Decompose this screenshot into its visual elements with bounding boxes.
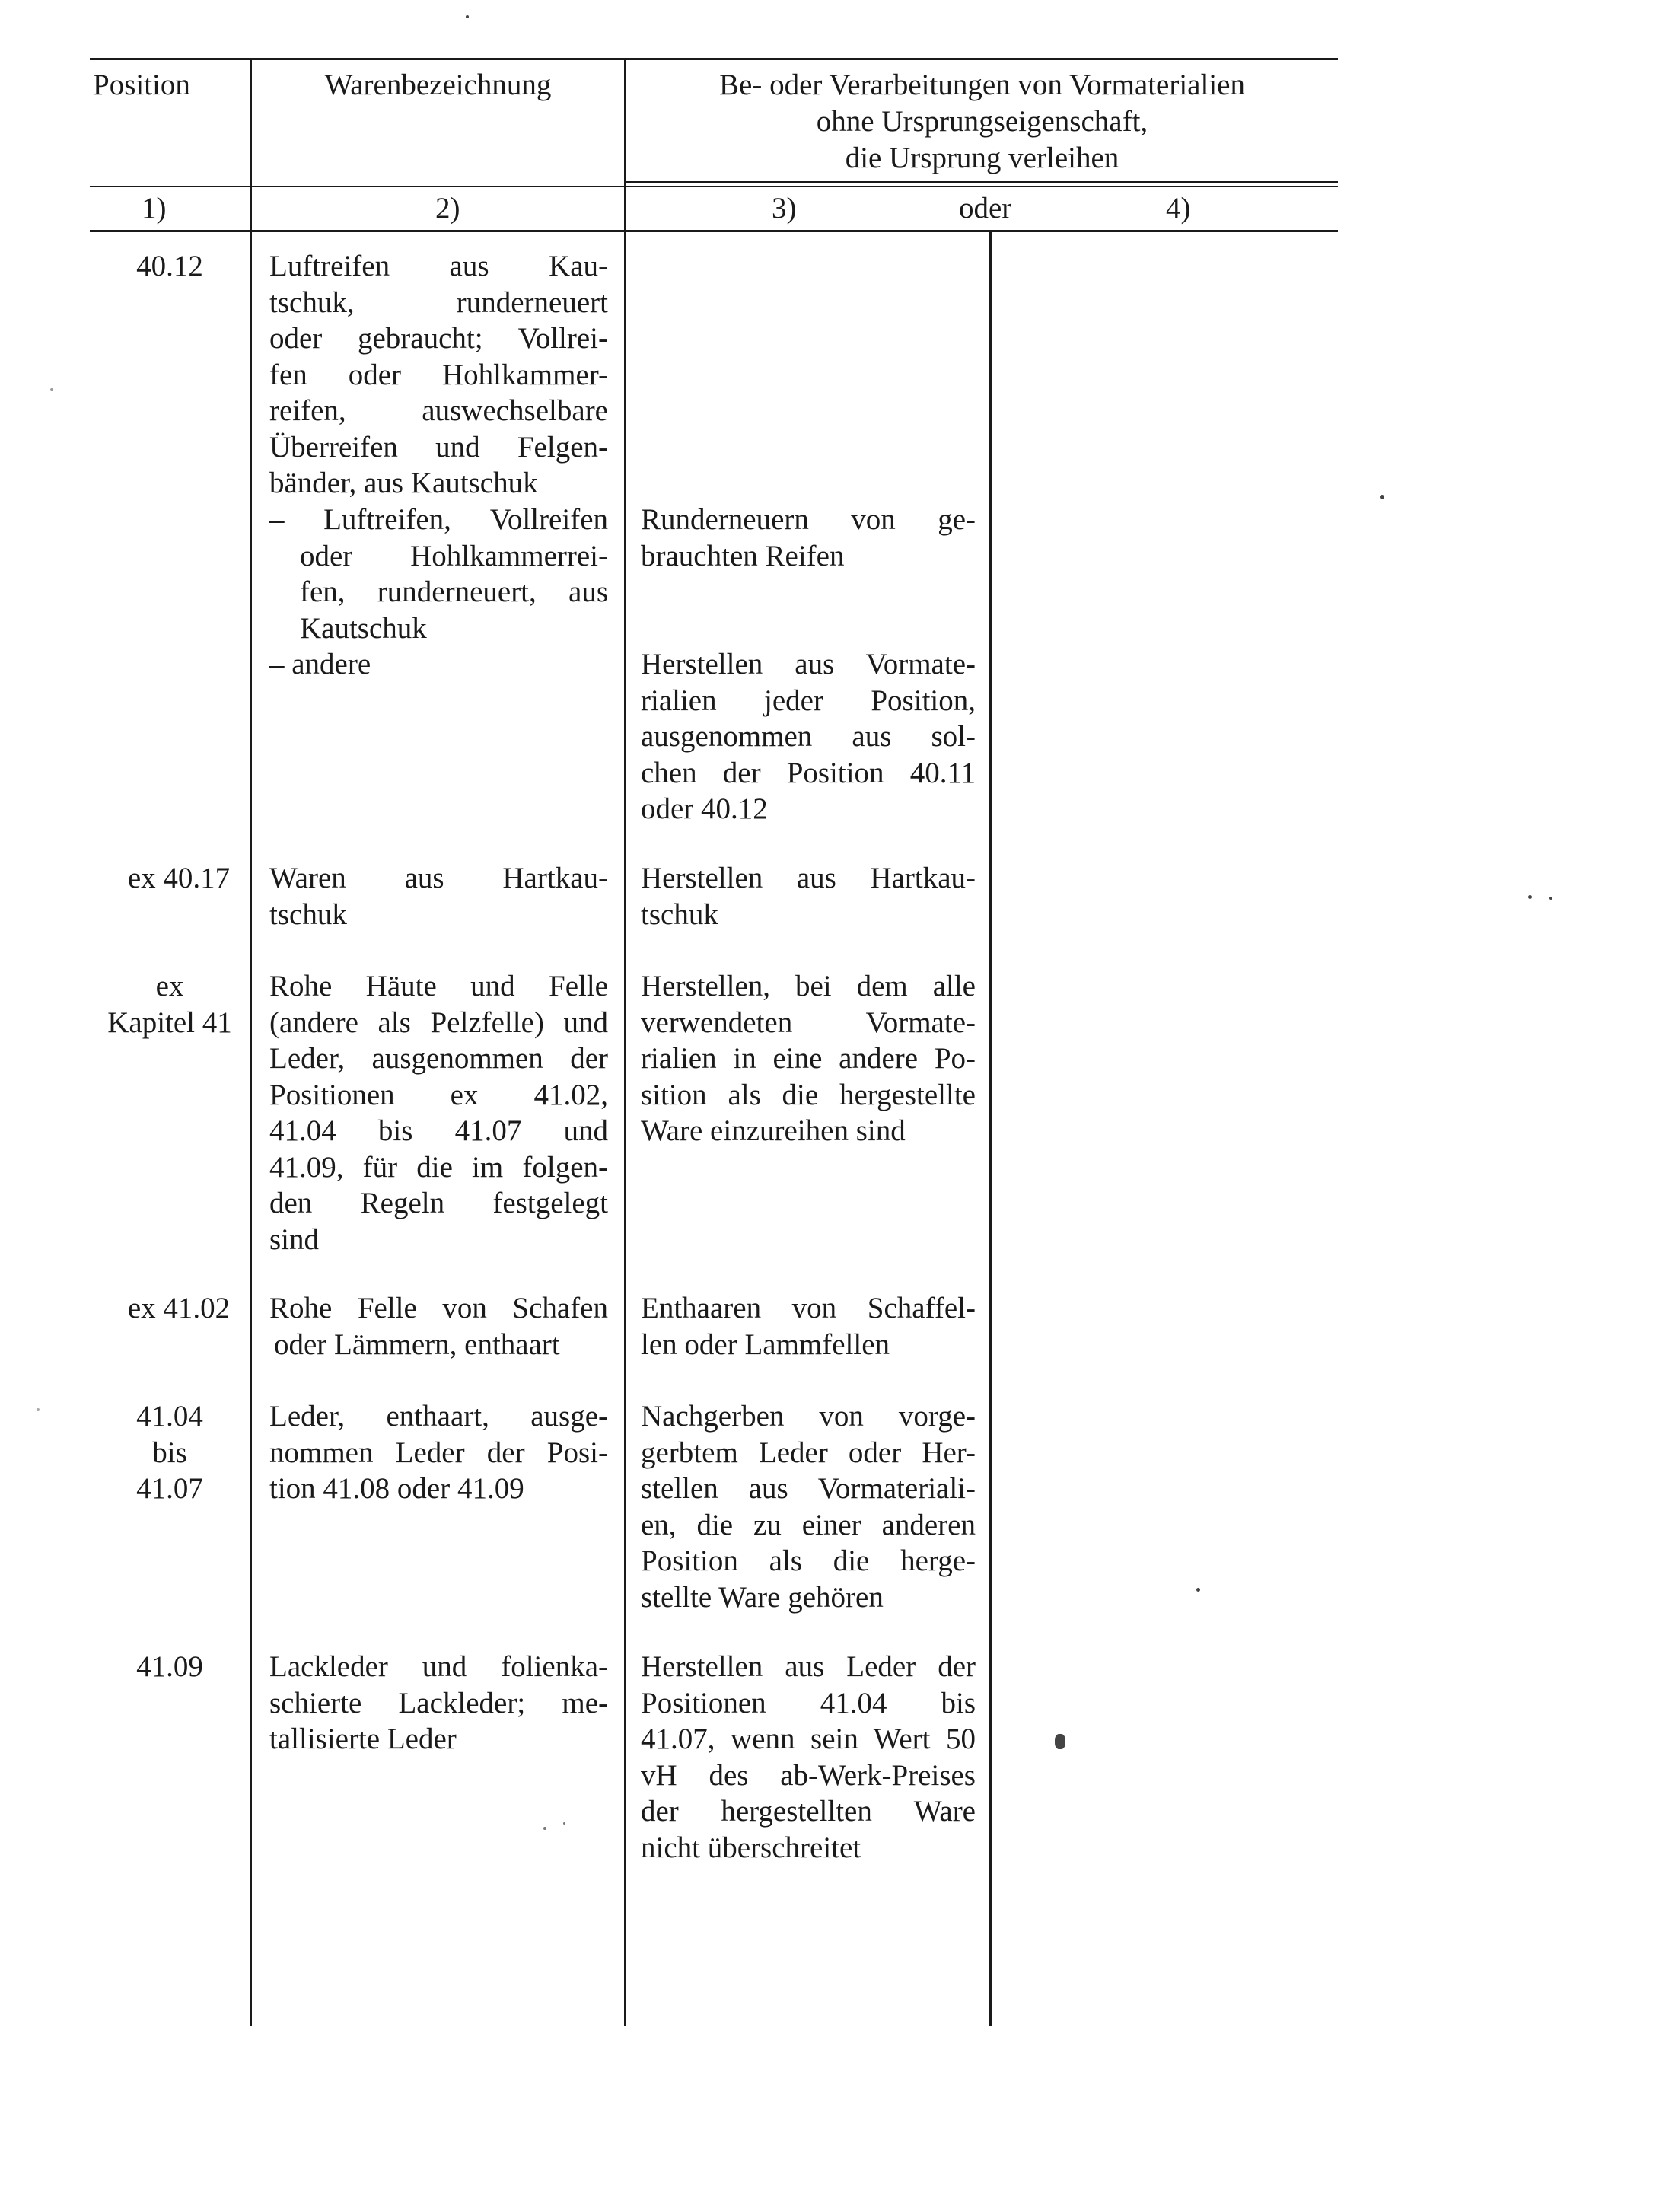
header-processing-line-2: ohne Ursprungseigenschaft, — [816, 105, 1148, 138]
scan-speck — [1528, 895, 1532, 899]
header-bottom-rule — [90, 230, 1338, 232]
sub-description: – andere — [269, 648, 371, 680]
scan-speck — [1196, 1588, 1200, 1592]
scan-speck — [563, 1822, 565, 1825]
sub-processing: Herstellen aus Vormate- rialien jeder Position, ausgenommen aus sol- chen der Position 40.11 oder 40.12 — [641, 648, 976, 825]
row-position: ex 41.02 — [127, 1292, 231, 1324]
col34-header-rule — [624, 181, 1338, 183]
row-processing: Herstellen aus Hartkau- tschuk — [641, 862, 976, 931]
row-description: Rohe Felle von Schafen oder Lämmern, enthaart — [269, 1292, 608, 1361]
scan-speck — [1055, 1734, 1065, 1749]
header-mid-rule — [90, 186, 1338, 187]
sub-description: – Luftreifen, Vollreifen oder Hohlkammerrei- fen, runderneuert, aus Kautschuk — [269, 503, 608, 645]
scan-speck — [1549, 897, 1552, 900]
header-num-4: 4) — [1166, 192, 1191, 225]
row-position: ex Kapitel 41 — [107, 970, 232, 1039]
row-processing: Nachgerben von vorge- gerbtem Leder oder Her- stellen aus Vormateriali- en, die zu einer anderen Position als die herge- stellte Ware gehören — [641, 1400, 976, 1614]
scan-speck — [543, 1827, 546, 1830]
row-processing: Herstellen, bei dem alle verwendeten Vormate- rialien in eine andere Po- sition als die hergestellte Ware einzureihen sind — [641, 970, 976, 1147]
sub-processing: Runderneuern von ge- brauchten Reifen — [641, 503, 976, 572]
col2-col3-divider — [624, 58, 626, 2026]
col3-col4-divider — [989, 232, 992, 2026]
header-processing-line-1: Be- oder Verarbeitungen von Vormaterialien — [719, 69, 1245, 101]
row-description: Luftreifen aus Kau- tschuk, runderneuert oder gebraucht; Vollrei- fen oder Hohlkammer- reifen, auswechselbare Überreifen und Felgen- bänder, aus Kautschuk — [269, 250, 608, 499]
row-processing: Enthaaren von Schaffel- len oder Lammfellen — [641, 1292, 976, 1361]
row-description: Waren aus Hartkau- tschuk — [269, 862, 608, 931]
header-num-1: 1) — [142, 192, 167, 225]
header-num-3: 3) — [772, 192, 797, 225]
header-position: Position — [93, 69, 190, 101]
header-processing-line-3: die Ursprung verleihen — [845, 142, 1119, 174]
row-position: 41.04 bis 41.07 — [136, 1400, 203, 1505]
scan-speck — [50, 388, 53, 391]
row-position: ex 40.17 — [127, 862, 231, 894]
scan-speck — [1380, 495, 1384, 499]
row-position: 40.12 — [136, 250, 203, 282]
scan-speck — [37, 1408, 40, 1411]
header-warenbezeichnung: Warenbezeichnung — [324, 69, 552, 101]
col1-col2-divider — [250, 58, 252, 2026]
header-oder: oder — [959, 192, 1012, 225]
row-description: Lackleder und folienka- schierte Lackleder; me- tallisierte Leder — [269, 1650, 608, 1755]
row-description: Leder, enthaart, ausge- nommen Leder der Posi- tion 41.08 oder 41.09 — [269, 1400, 608, 1505]
header-num-2: 2) — [435, 192, 460, 225]
top-rule — [90, 58, 1338, 60]
row-position: 41.09 — [136, 1650, 203, 1683]
scan-speck — [466, 15, 469, 18]
row-processing: Herstellen aus Leder der Positionen 41.04 bis 41.07, wenn sein Wert 50 vH des ab-Werk-Preises der hergestellten Ware nicht überschreitet — [641, 1650, 976, 1864]
row-description: Rohe Häute und Felle (andere als Pelzfelle) und Leder, ausgenommen der Positionen ex 41.02, 41.04 bis 41.07 und 41.09, für die im folgen- den Regeln festgelegt sind — [269, 970, 608, 1256]
